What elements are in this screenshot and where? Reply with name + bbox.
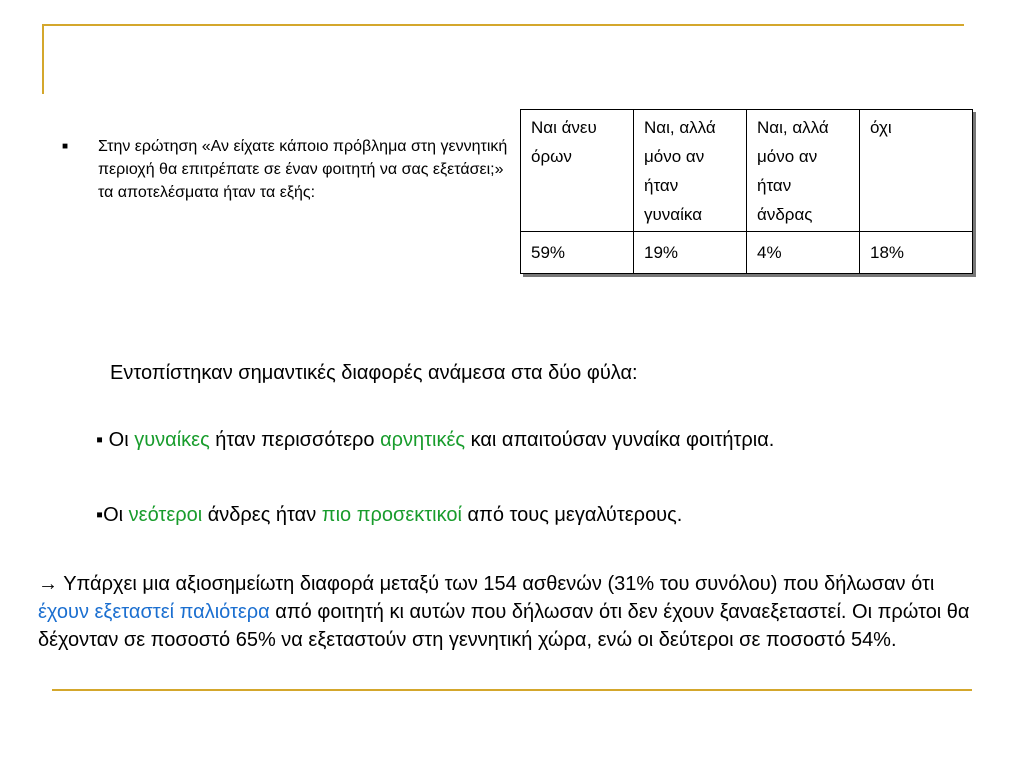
- header-cell: Ναι, αλλά μόνο αν ήταν γυναίκα: [634, 110, 747, 232]
- survey-results-table: [520, 109, 973, 274]
- point-text: Οι: [103, 504, 129, 526]
- women-point: [96, 425, 886, 455]
- differences-heading: Εντοπίστηκαν σημαντικές διαφορές ανάμεσα στα δύο φύλα:: [110, 362, 638, 384]
- value-cell: 18%: [860, 232, 973, 274]
- value-cell: 4%: [747, 232, 860, 274]
- highlight-text: νεότεροι: [128, 504, 203, 526]
- header-cell: Ναι, αλλά μόνο αν ήταν άνδρας: [747, 110, 860, 232]
- header-cell: όχι: [860, 110, 973, 232]
- point-text: άνδρες ήταν: [202, 504, 322, 526]
- decorative-top-line: [42, 24, 964, 26]
- decorative-bottom-line: [52, 689, 972, 691]
- conclusion-text: από φοιτητή κι αυτών που δήλωσαν ότι δεν έχουν ξαναεξεταστεί. Οι πρώτοι θα δέχονταν σε ποσοστό 65% να εξεταστούν στη γεννητική χώρα, ενώ οι δεύτεροι σε ποσοστό 54%.: [38, 601, 970, 651]
- highlight-text: πιο προσεκτικοί: [321, 504, 462, 526]
- point-text: από τους μεγαλύτερους.: [461, 504, 683, 526]
- small-square-bullet-icon: ▪: [96, 504, 104, 526]
- young-men-point: [96, 500, 886, 530]
- question-text: Στην ερώτηση «Αν είχατε κάποιο πρόβλημα στη γεννητική περιοχή θα επιτρέπατε σε έναν φοιτητή να σας εξετάσει;» τα αποτελέσματα ήταν τα εξής:: [98, 138, 508, 201]
- table-row: [521, 232, 973, 274]
- highlight-text: αρνητικές: [380, 429, 466, 451]
- decorative-left-line: [42, 24, 44, 94]
- table-header-row: [521, 110, 973, 232]
- point-text: Οι: [103, 429, 135, 451]
- conclusion-paragraph: [38, 570, 988, 654]
- value-cell: 59%: [521, 232, 634, 274]
- small-square-bullet-icon: ▪: [96, 429, 104, 451]
- value-cell: 19%: [634, 232, 747, 274]
- highlight-text: γυναίκες: [134, 429, 210, 451]
- square-bullet-icon: ■: [62, 141, 69, 152]
- point-text: ήταν περισσότερο: [209, 429, 381, 451]
- highlight-text: έχουν εξεταστεί παλιότερα: [38, 601, 270, 623]
- conclusion-text: Υπάρχει μια αξιοσημείωτη διαφορά μεταξύ των 154 ασθενών (31% του συνόλου) που δήλωσαν ότι: [58, 573, 935, 595]
- point-text: και απαιτούσαν γυναίκα φοιτήτρια.: [465, 429, 775, 451]
- arrow-right-icon: →: [38, 573, 58, 595]
- header-cell: Ναι άνευ όρων: [521, 110, 634, 232]
